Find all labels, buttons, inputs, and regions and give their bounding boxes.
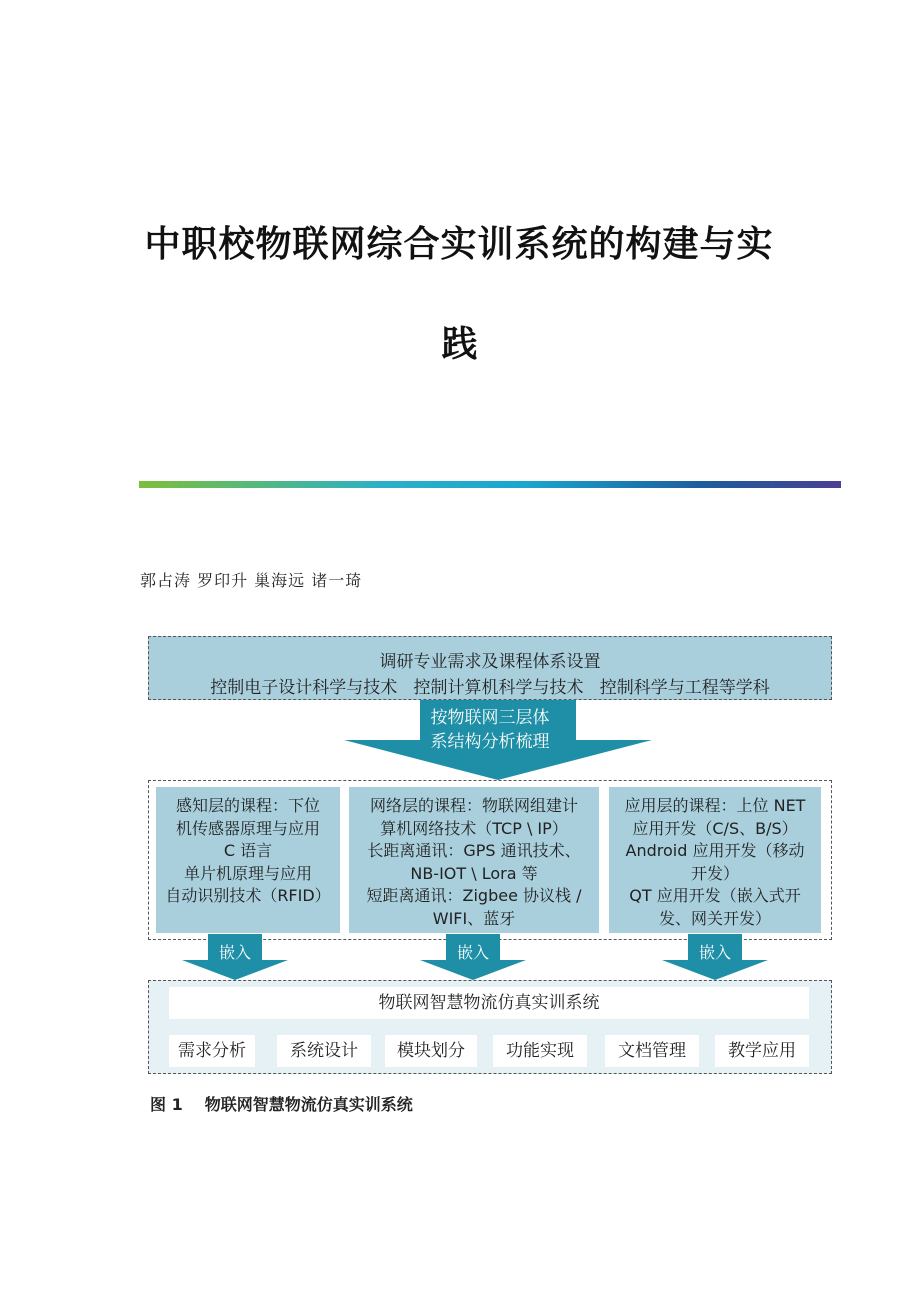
network-line: 长距离通讯：GPS 通讯技术、: [367, 841, 581, 860]
application-line: Android 应用开发（移动: [625, 841, 805, 860]
authors: 郭占涛 罗印升 巢海远 诸一琦: [140, 571, 363, 590]
perception-line: C 语言: [223, 841, 273, 860]
analysis-arrow-line-2: 系结构分析梳理: [430, 732, 550, 752]
network-line: 短距离通讯：Zigbee 协议栈 /: [366, 886, 582, 905]
embed-label: 嵌入: [218, 943, 251, 962]
embed-label: 嵌入: [698, 943, 731, 962]
network-layer-courses: [349, 787, 599, 933]
figure-number: 图 1: [150, 1095, 183, 1114]
course-layers-box: [148, 780, 832, 940]
figure-caption-text: 物联网智慧物流仿真实训系统: [204, 1095, 413, 1114]
training-system-title: 物联网智慧物流仿真实训系统: [169, 987, 809, 1019]
perception-layer-courses: [156, 787, 340, 933]
figure-1: [140, 628, 840, 1118]
application-line: 开发）: [690, 863, 739, 883]
network-line: 网络层的课程：物联网组建计: [369, 796, 578, 815]
module-partitioning: 模块划分: [385, 1035, 477, 1067]
requirements-title: 调研专业需求及课程体系设置: [379, 652, 601, 672]
network-line: WIFI、蓝牙: [432, 908, 516, 928]
module-implementation: 功能实现: [493, 1035, 587, 1067]
document-title-line-1: 中职校物联网综合实训系统的构建与实: [144, 223, 774, 265]
analysis-arrow-line-1: 按物联网三层体: [430, 708, 550, 728]
document-title-line-2: 践: [441, 323, 479, 365]
requirements-disciplines: 控制电子设计科学与技术 控制计算机科学与技术 控制科学与工程等学科: [210, 678, 770, 698]
application-line: 应用层的课程：上位 NET: [624, 796, 806, 815]
module-system-design: 系统设计: [277, 1035, 371, 1067]
application-layer-courses: [609, 787, 821, 933]
figure-caption: [150, 1092, 413, 1115]
application-line: QT 应用开发（嵌入式开: [629, 886, 801, 905]
network-line: NB-IOT \ Lora 等: [410, 863, 538, 883]
analysis-arrow-label: [400, 706, 580, 754]
perception-line: 单片机原理与应用: [183, 863, 312, 883]
perception-line: 机传感器原理与应用: [175, 818, 320, 838]
embed-label: 嵌入: [456, 943, 489, 962]
application-line: 应用开发（C/S、B/S）: [632, 818, 798, 838]
module-teaching-application: 教学应用: [715, 1035, 809, 1067]
perception-line: 感知层的课程：下位: [175, 796, 320, 815]
network-line: 算机网络技术（TCP \ IP）: [380, 818, 568, 838]
requirements-box: [148, 636, 832, 700]
module-document-management: 文档管理: [605, 1035, 699, 1067]
training-system-box: [148, 980, 832, 1074]
title-divider: [139, 481, 841, 488]
perception-line: 自动识别技术（RFID）: [165, 886, 331, 905]
application-line: 发、网关开发）: [658, 908, 771, 928]
module-requirements-analysis: 需求分析: [169, 1035, 255, 1067]
